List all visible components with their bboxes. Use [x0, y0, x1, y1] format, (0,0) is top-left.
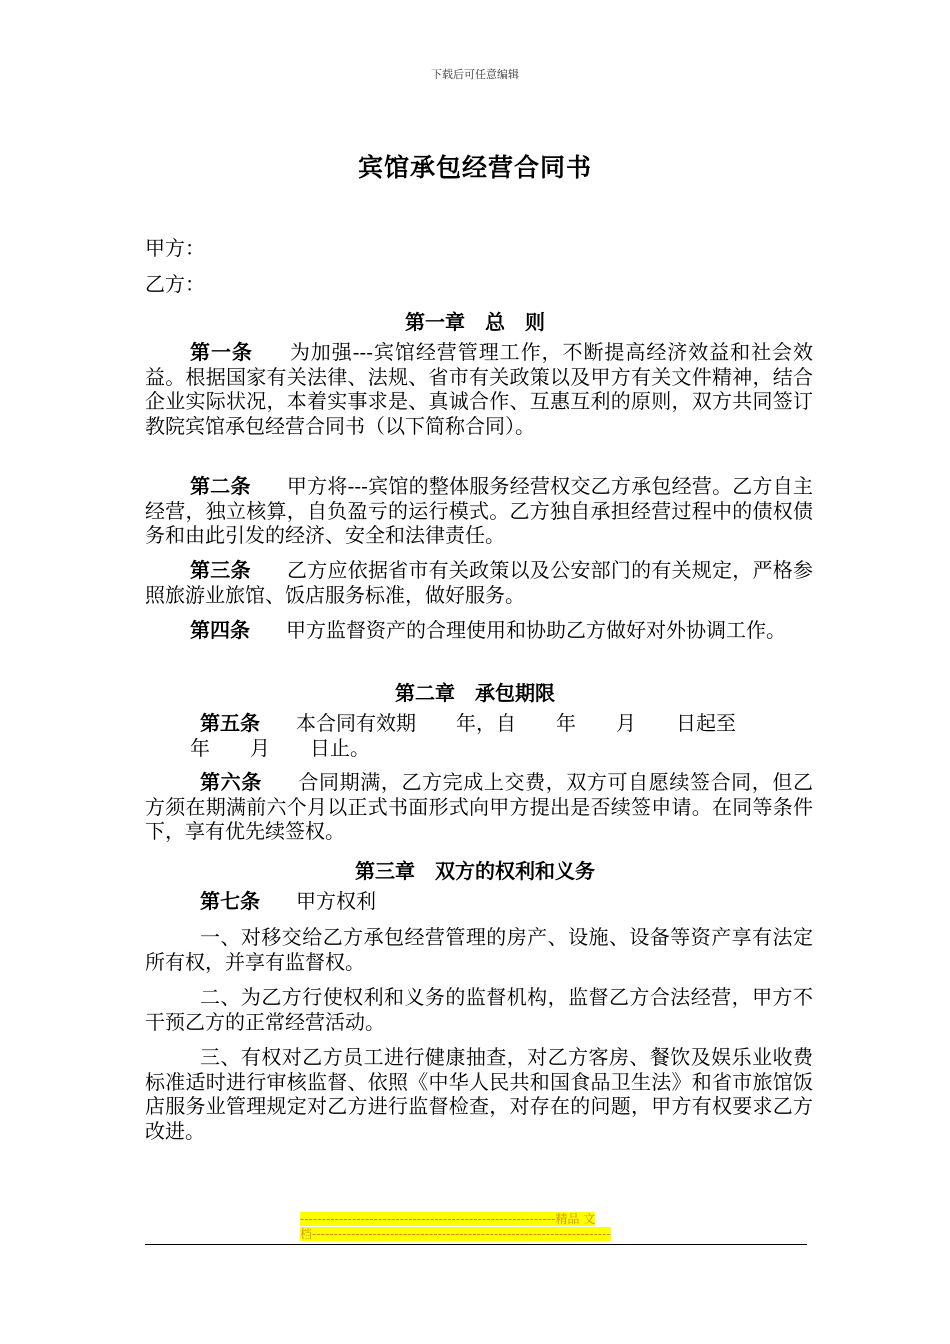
article-5-line2: 年 月 日止。: [190, 736, 370, 760]
party-b-label: 乙方：: [145, 272, 205, 296]
article-1-text: 为加强---宾馆经营管理工作，不断提高经济效益和社会效益。根据国家有关法律、法规、省市有关政策以及甲方有关文件精神，结合企业实际状况，本着实事求是、真诚合作、互惠互利的原则，双方共同签订教院宾馆承包经营合同书（以下简称合同）。: [145, 340, 814, 438]
article-4-text: 甲方监督资产的合理使用和协助乙方做好对外协调工作。: [286, 618, 786, 642]
article-3-label: 第三条: [190, 558, 251, 582]
party-a-label: 甲方：: [145, 236, 205, 260]
article-7-text: 甲方权利: [296, 889, 376, 913]
article-2-text: 甲方将---宾馆的整体服务经营权交乙方承包经营。乙方自主经营，独立核算，自负盈亏的运行模式。乙方独自承担经营过程中的债权债务和由此引发的经济、安全和法律责任。: [145, 474, 813, 547]
article-3-text: 乙方应依据省市有关政策以及公安部门的有关规定，严格参照旅游业旅馆、饭店服务标准，做好服务。: [145, 558, 814, 607]
article-7: [200, 889, 376, 913]
article-4-label: 第四条: [190, 618, 250, 642]
footer-mark-line1: -----------------------------------------------------------精品 文: [300, 1212, 596, 1226]
article-5-text: 本合同有效期 年，自 年 月 日起至: [296, 711, 736, 735]
party-a-right-2: 二、为乙方行使权利和义务的监督机构，监督乙方合法经营，甲方不干预乙方的正常经营活动。: [145, 985, 813, 1034]
article-1-label: 第一条: [190, 340, 253, 364]
article-7-label: 第七条: [200, 889, 260, 913]
document-title: 宾馆承包经营合同书: [357, 153, 592, 182]
party-a-right-3: 三、有权对乙方员工进行健康抽查，对乙方客房、餐饮及娱乐业收费标准适时进行审核监督、依照《中华人民共和国食品卫生法》和省市旅馆饭店服务业管理规定对乙方进行监督检查，对存在的问题，甲方有权要求乙方改进。: [145, 1045, 813, 1143]
article-5-label: 第五条: [200, 711, 260, 735]
chapter3-heading: 第三章 双方的权利和义务: [355, 859, 595, 883]
article-2-label: 第二条: [190, 474, 251, 498]
article-1: [145, 340, 813, 438]
party-a-right-1: 一、对移交给乙方承包经营管理的房产、设施、设备等资产享有法定所有权，并享有监督权。: [145, 925, 813, 974]
article-6-text: 合同期满，乙方完成上交费，双方可自愿续签合同，但乙方须在期满前六个月以正式书面形式向甲方提出是否续签申请。在同等条件下，享有优先续签权。: [145, 770, 814, 843]
page-header-note: 下载后可任意编辑: [431, 68, 519, 81]
article-5-line1: [200, 711, 736, 735]
article-4: [145, 618, 813, 643]
article-6: [145, 770, 813, 844]
article-3: [145, 558, 813, 607]
footer-mark-line2: 档---------------------------------------------------------------------: [300, 1227, 611, 1241]
chapter2-heading: 第二章 承包期限: [395, 681, 555, 705]
chapter1-heading: 第一章 总 则: [405, 310, 545, 334]
footer-divider: [145, 1244, 807, 1245]
article-2: [145, 474, 813, 548]
article-6-label: 第六条: [200, 770, 262, 794]
